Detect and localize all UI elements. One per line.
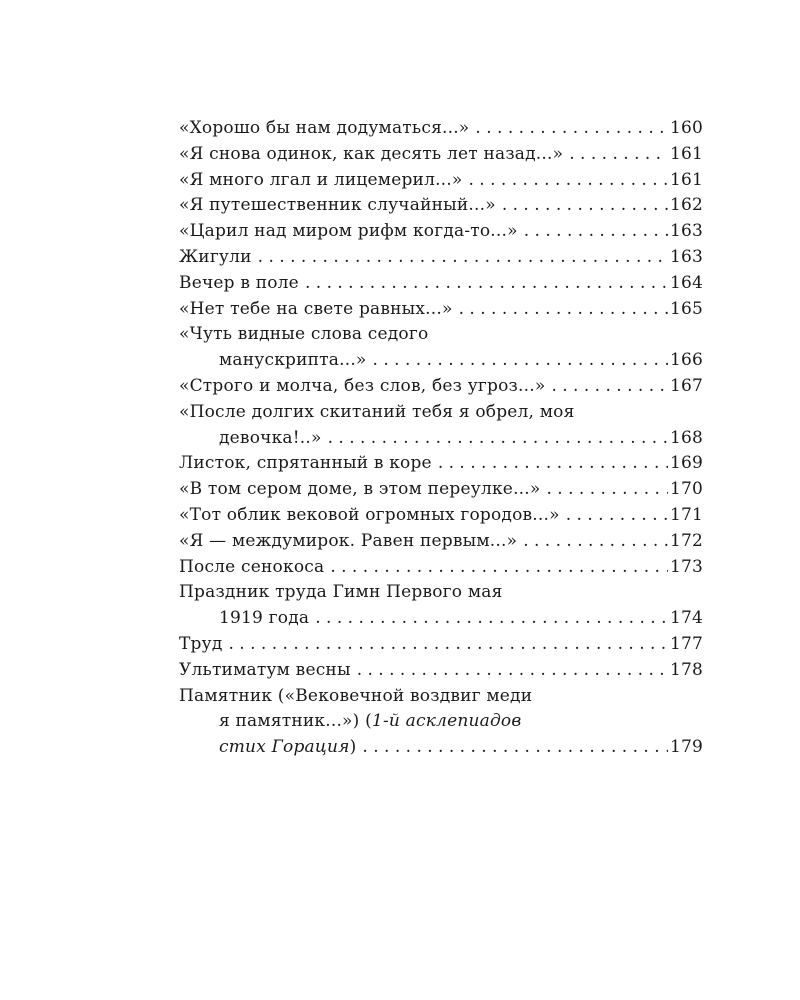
- toc-entry[interactable]: [179, 193, 703, 219]
- page-number: 163: [669, 221, 703, 242]
- entry-subtitle-italic: стих Горация: [219, 737, 350, 758]
- dot-leader: [438, 451, 668, 477]
- dot-leader: [305, 271, 668, 297]
- dot-leader: [258, 245, 668, 271]
- page-number: 168: [669, 427, 703, 448]
- dot-leader: [523, 529, 668, 555]
- dot-leader: [546, 477, 667, 503]
- dot-leader: [569, 142, 668, 168]
- toc-entry[interactable]: [179, 322, 703, 374]
- toc-entry[interactable]: [179, 400, 703, 452]
- entry-title: «Строго и молча, без слов, без угроз...»: [179, 375, 546, 396]
- page-number: 174: [669, 608, 703, 629]
- page-number: 166: [669, 350, 703, 371]
- entry-title: Ультиматум весны: [179, 659, 351, 680]
- entry-title: Праздник труда Гимн Первого мая: [179, 582, 503, 603]
- page-number: 164: [669, 272, 703, 293]
- entry-title: «После долгих скитаний тебя я обрел, моя: [179, 401, 575, 422]
- page-number: 170: [669, 479, 703, 500]
- page-number: 172: [669, 530, 703, 551]
- page-number: 165: [669, 298, 703, 319]
- entry-title: Листок, спрятанный в коре: [179, 453, 432, 474]
- toc-entry[interactable]: [179, 245, 703, 271]
- entry-title: После сенокоса: [179, 556, 325, 577]
- toc-entry[interactable]: [179, 555, 703, 581]
- toc-entry[interactable]: [179, 684, 703, 761]
- page-number: 178: [669, 659, 703, 680]
- toc-entry[interactable]: [179, 503, 703, 529]
- toc-entry[interactable]: [179, 451, 703, 477]
- entry-title: Труд: [179, 633, 223, 654]
- dot-leader: [459, 297, 668, 323]
- toc-entry[interactable]: [179, 219, 703, 245]
- dot-leader: [229, 632, 668, 658]
- entry-title-continuation: манускрипта...»: [219, 350, 367, 371]
- page-number: 171: [669, 504, 703, 525]
- page-number: 162: [669, 195, 703, 216]
- page-number: 160: [669, 118, 703, 138]
- dot-leader: [315, 606, 668, 632]
- dot-leader: [362, 735, 668, 761]
- entry-title: «Нет тебе на свете равных...»: [179, 298, 453, 319]
- page-number: 173: [669, 556, 703, 577]
- dot-leader: [357, 658, 668, 684]
- dot-leader: [475, 116, 668, 142]
- page-number: 167: [669, 375, 703, 396]
- toc-entry[interactable]: [179, 116, 703, 142]
- entry-title: «Я много лгал и лицемерил...»: [179, 169, 463, 190]
- page-number: 163: [669, 246, 703, 267]
- dot-leader: [502, 193, 668, 219]
- toc-entry[interactable]: [179, 477, 703, 503]
- toc-entry[interactable]: [179, 658, 703, 684]
- entry-title: Памятник («Вековечной воздвиг меди: [179, 685, 533, 706]
- toc-entry[interactable]: [179, 529, 703, 555]
- entry-title: «Царил над миром рифм когда-то...»: [179, 221, 518, 242]
- dot-leader: [328, 426, 668, 452]
- dot-leader: [330, 555, 668, 581]
- toc-entry[interactable]: [179, 271, 703, 297]
- table-of-contents: [179, 116, 703, 761]
- entry-title: «Я путешественник случайный...»: [179, 195, 496, 216]
- page-number: 177: [669, 633, 703, 654]
- page-number: 179: [669, 737, 703, 758]
- entry-title-continuation: ): [349, 737, 357, 758]
- toc-entry[interactable]: [179, 632, 703, 658]
- page-number: 161: [669, 169, 703, 190]
- entry-title-continuation: 1919 года: [219, 608, 310, 629]
- entry-title: «В том сером доме, в этом переулке...»: [179, 479, 541, 500]
- entry-subtitle-italic: 1-й асклепиадов: [371, 711, 522, 732]
- entry-title: Жигули: [179, 246, 252, 267]
- toc-entry[interactable]: [179, 374, 703, 400]
- toc-entry[interactable]: [179, 142, 703, 168]
- entry-title: «Тот облик вековой огромных городов...»: [179, 504, 560, 525]
- entry-title: «Я — междумирок. Равен первым...»: [179, 530, 518, 551]
- toc-entry[interactable]: [179, 168, 703, 194]
- dot-leader: [524, 219, 668, 245]
- entry-title-continuation: девочка!..»: [219, 427, 322, 448]
- entry-title: «Я снова одинок, как десять лет назад...»: [179, 143, 564, 164]
- page-number: 161: [669, 143, 703, 164]
- dot-leader: [551, 374, 668, 400]
- page-number: 169: [669, 453, 703, 474]
- toc-entry[interactable]: [179, 580, 703, 632]
- entry-title-continuation: я памятник...») (: [219, 711, 372, 732]
- entry-title: Вечер в поле: [179, 272, 299, 293]
- toc-entry[interactable]: [179, 297, 703, 323]
- dot-leader: [468, 168, 667, 194]
- dot-leader: [566, 503, 668, 529]
- entry-title: «Хорошо бы нам додуматься...»: [179, 118, 470, 138]
- entry-title: «Чуть видные слова седого: [179, 324, 429, 345]
- dot-leader: [373, 348, 668, 374]
